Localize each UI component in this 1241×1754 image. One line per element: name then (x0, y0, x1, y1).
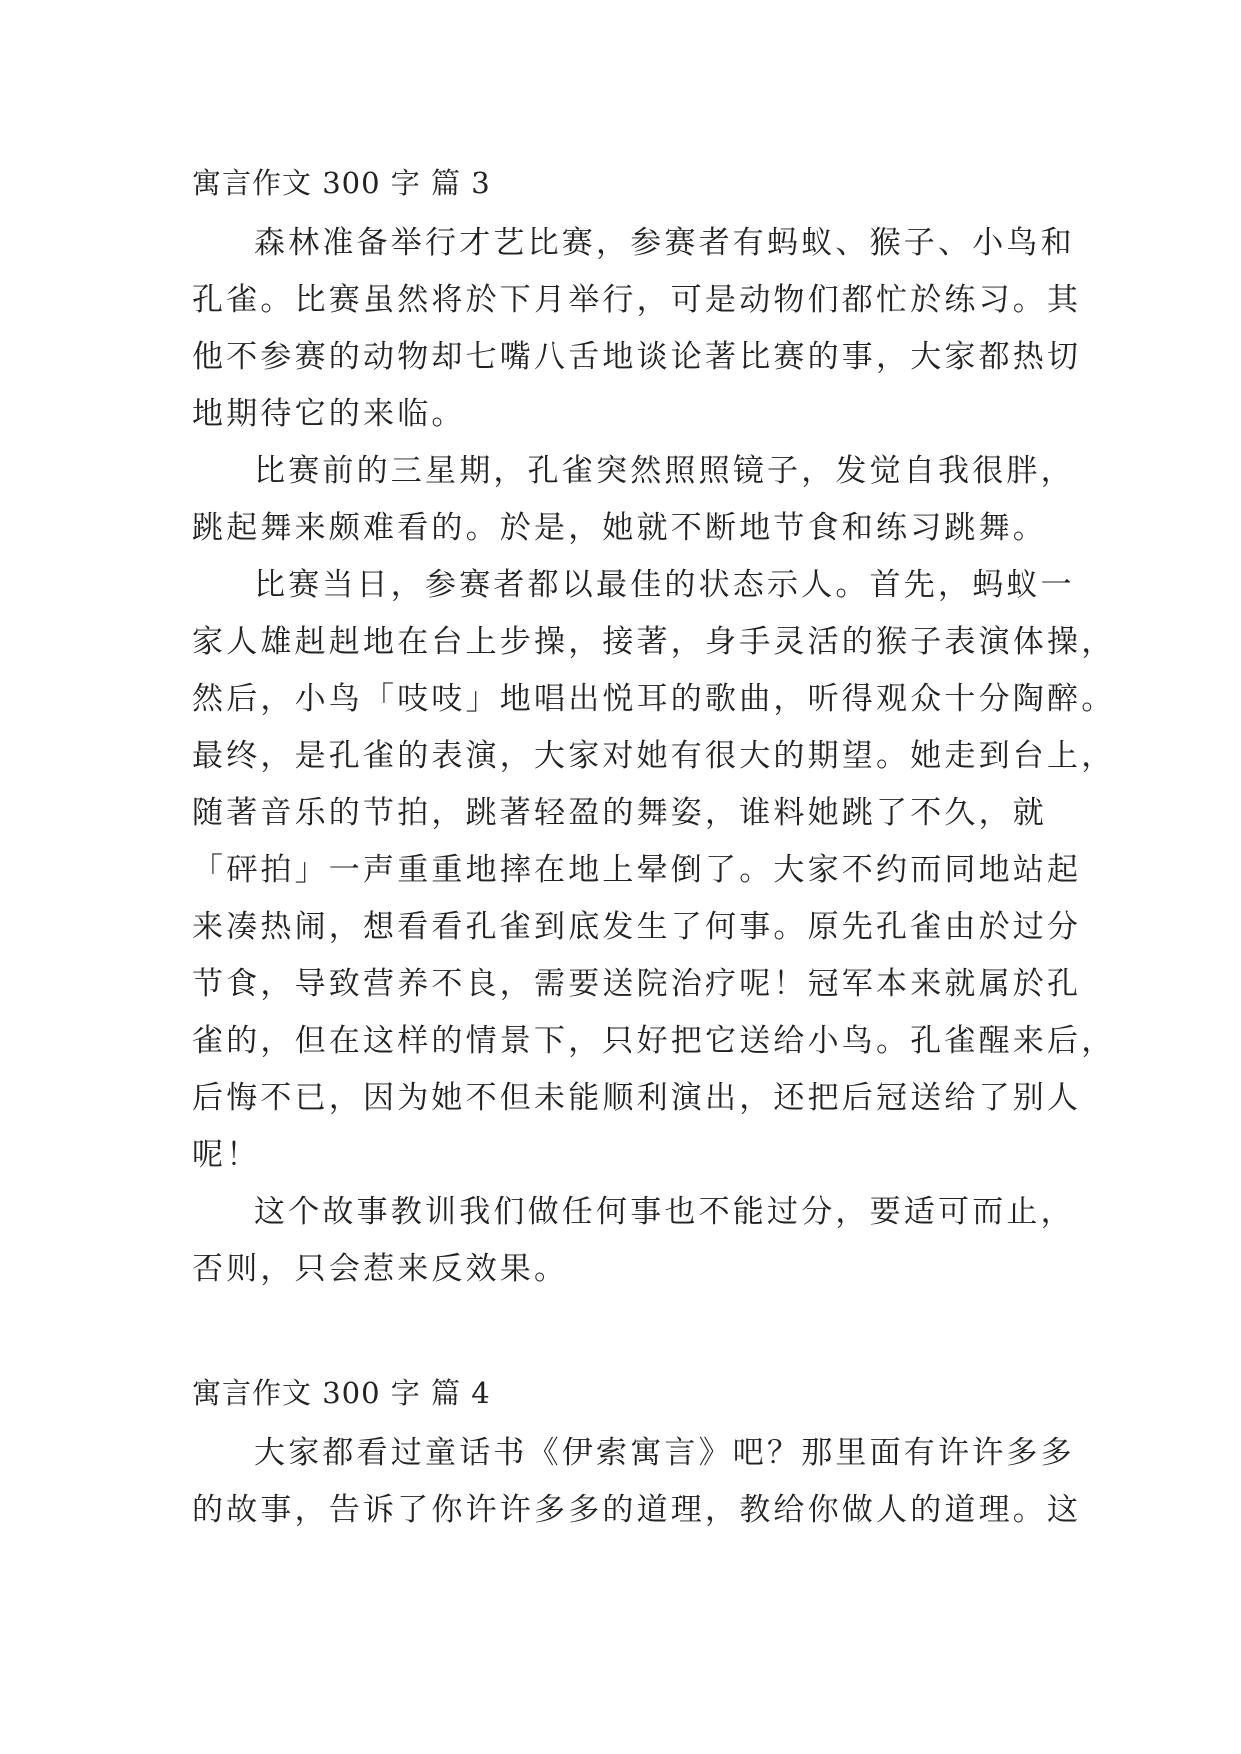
text-line: 否则，只会惹来反效果。 (192, 1251, 569, 1287)
text-line: 后悔不已，因为她不但未能顺利演出，还把后冠送给了别人 (192, 1080, 1082, 1116)
paragraph-4 (192, 1184, 1075, 1298)
text-line: 家人雄赳赳地在台上步操，接著，身手灵活的猴子表演体操， (192, 624, 1116, 660)
text-line: 地期待它的来临。 (192, 396, 466, 432)
section-3 (192, 163, 1116, 1298)
text-line: 呢！ (192, 1137, 261, 1173)
text-line: 来凑热闹，想看看孔雀到底发生了何事。原先孔雀由於过分 (192, 909, 1082, 945)
section-title: 寓言作文 300 字 篇 3 (192, 166, 491, 200)
paragraph-1 (192, 1425, 1082, 1539)
document-page (192, 163, 1116, 1539)
text-line: 森林准备举行才艺比赛，参赛者有蚂蚁、猴子、小鸟和 (254, 225, 1075, 261)
text-line: 雀的，但在这样的情景下，只好把它送给小鸟。孔雀醒来后， (192, 1023, 1116, 1059)
text-line: 然后，小鸟「吱吱」地唱出悦耳的歌曲，听得观众十分陶醉。 (192, 681, 1116, 717)
section-4 (192, 1373, 1082, 1539)
paragraph-3 (192, 557, 1116, 1184)
text-line: 节食，导致营养不良，需要送院治疗呢！冠军本来就属於孔 (192, 966, 1082, 1002)
paragraph-2 (192, 443, 1075, 557)
text-line: 这个故事教训我们做任何事也不能过分，要适可而止， (254, 1194, 1075, 1230)
text-line: 比赛当日，参赛者都以最佳的状态示人。首先，蚂蚁一 (254, 567, 1075, 603)
section-title: 寓言作文 300 字 篇 4 (192, 1376, 491, 1410)
text-line: 大家都看过童话书《伊索寓言》吧？那里面有许许多多 (254, 1435, 1075, 1471)
text-line: 孔雀。比赛虽然将於下月举行，可是动物们都忙於练习。其 (192, 282, 1082, 318)
text-line: 跳起舞来颇难看的。於是，她就不断地节食和练习跳舞。 (192, 510, 1047, 546)
text-line: 随著音乐的节拍，跳著轻盈的舞姿，谁料她跳了不久，就 (192, 795, 1047, 831)
text-line: 「砰拍」一声重重地摔在地上晕倒了。大家不约而同地站起 (192, 852, 1082, 888)
text-line: 最终，是孔雀的表演，大家对她有很大的期望。她走到台上， (192, 738, 1116, 774)
text-line: 比赛前的三星期，孔雀突然照照镜子，发觉自我很胖， (254, 453, 1075, 489)
paragraph-1 (192, 215, 1082, 443)
text-line: 他不参赛的动物却七嘴八舌地谈论著比赛的事，大家都热切 (192, 339, 1082, 375)
text-line: 的故事，告诉了你许许多多的道理，教给你做人的道理。这 (192, 1492, 1082, 1528)
